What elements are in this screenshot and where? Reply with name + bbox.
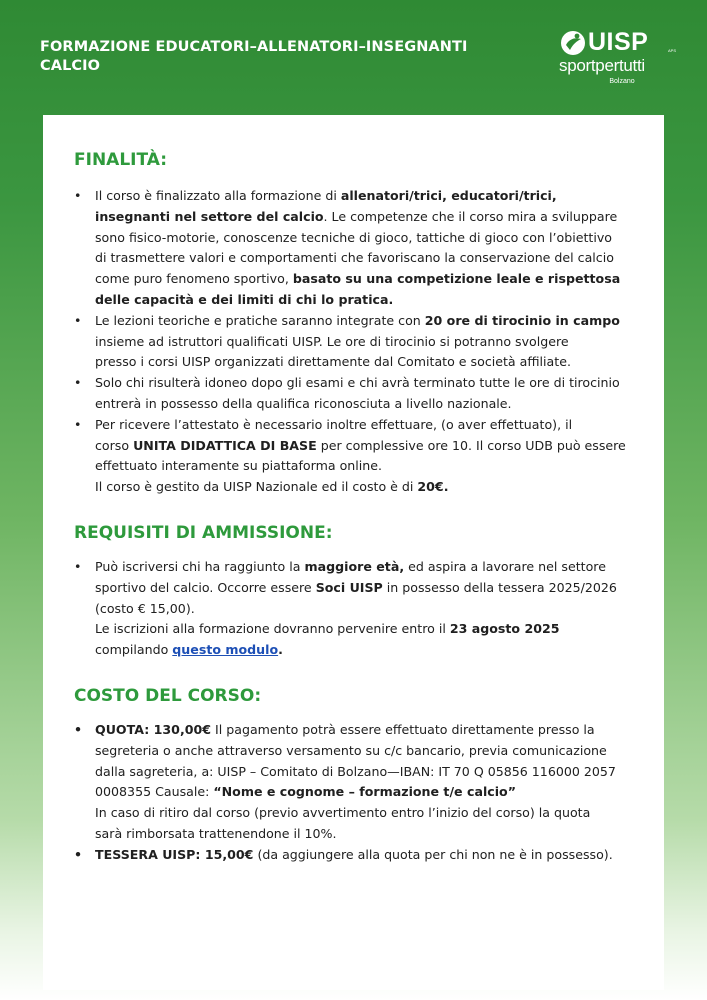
text: Per ricevere l’attestato è necessario inoltre effettuare, (o aver effettuato), il (95, 416, 573, 432)
bold-text: delle capacità e dei limiti di chi lo pratica. (95, 291, 394, 307)
text: come puro fenomeno sportivo, (95, 271, 293, 287)
bold-text: allenatori/trici, educatori/trici, (340, 188, 557, 203)
bold-text: 20 ore di tirocinio in campo (424, 312, 620, 328)
logo-brand: UISP (588, 28, 649, 56)
bullet-icon: • (74, 188, 82, 203)
text: (costo € 15,00). (95, 600, 195, 616)
text: dalla sagreteria, a: UISP – Comitato di Bolzano—IBAN: IT 70 Q 05856 116000 2057 (95, 763, 616, 779)
bold-text: UNITA DIDATTICA DI BASE (133, 437, 317, 453)
text: . (278, 642, 283, 658)
list-item (74, 415, 644, 498)
text: 0008355 Causale: (95, 784, 214, 800)
ball-runner-icon (560, 30, 586, 56)
header-title (40, 38, 467, 76)
document-content (74, 148, 644, 866)
bold-text: TESSERA UISP: 15,00€ (95, 846, 254, 862)
text: presso i corsi UISP organizzati direttamente dal Comitato e società affiliate. (95, 354, 571, 370)
bold-text: QUOTA: 130,00€ (95, 721, 212, 737)
costo-list (74, 720, 644, 866)
logo-city: Bolzano (609, 78, 635, 85)
text: (da aggiungere alla quota per chi non ne è in possesso). (253, 846, 613, 862)
bold-text: 23 agosto 2025 (449, 621, 560, 637)
requisiti-list (74, 557, 644, 661)
text: segreteria o anche attraverso versamento su c/c bancario, previa comunicazione (95, 742, 607, 758)
text: sono fisico-motorie, conoscenze tecniche di gioco, tattiche di gioco con l’obiettivo (95, 229, 612, 245)
logo-registered: APS (668, 48, 677, 53)
text: Può iscriversi chi ha raggiunto la (95, 558, 305, 574)
bold-text: basato su una competizione leale e rispettosa (292, 271, 621, 287)
section-title-requisiti: REQUISITI DI AMMISSIONE: (74, 522, 333, 543)
uisp-logo (558, 28, 678, 90)
text: per complessive ore 10. Il corso UDB può essere (316, 437, 626, 453)
bold-text: 20€. (417, 479, 449, 495)
text: In caso di ritiro dal corso (previo avvertimento entro l’inizio del corso) la quota (95, 805, 591, 821)
list-item (74, 186, 644, 311)
bold-text: Soci UISP (315, 579, 383, 595)
section-title-costo: COSTO DEL CORSO: (74, 685, 262, 706)
text: Il pagamento potrà essere effettuato direttamente presso la (211, 721, 595, 737)
text: sportivo del calcio. Occorre essere (95, 579, 316, 595)
text: . Le competenze che il corso mira a sviluppare (323, 208, 618, 224)
text: sarà rimborsata trattenendone il 10%. (95, 825, 337, 841)
text: effettuato interamente su piattaforma online. (95, 458, 382, 474)
text: entrerà in possesso della qualifica riconosciuta a livello nazionale. (95, 395, 512, 411)
text: Il corso è finalizzato alla formazione di (95, 188, 341, 203)
text: ed aspira a lavorare nel settore (404, 558, 606, 574)
text: corso (95, 437, 134, 453)
text: Il corso è gestito da UISP Nazionale ed il costo è di (95, 479, 418, 495)
bullet-icon: • (74, 721, 83, 737)
bold-text: insegnanti nel settore del calcio (95, 208, 324, 224)
bullet-icon: • (74, 416, 82, 432)
list-item (74, 845, 644, 866)
bullet-icon: • (74, 846, 83, 862)
bullet-icon: • (74, 312, 82, 328)
list-item (74, 720, 644, 845)
section-title-finalita: FINALITÀ: (74, 150, 168, 170)
header-title-line1: FORMAZIONE EDUCATORI–ALLENATORI–INSEGNANTI (40, 39, 468, 55)
finalita-list (74, 186, 644, 498)
text: Le iscrizioni alla formazione dovranno pervenire entro il (95, 621, 450, 637)
bullet-icon: • (74, 375, 82, 391)
list-item (74, 557, 644, 661)
bold-text: “Nome e cognome – formazione t/e calcio” (213, 784, 516, 800)
header-title-line2: CALCIO (40, 58, 101, 74)
logo-tagline: sportpertutti (559, 56, 645, 75)
text: insieme ad istruttori qualificati UISP. Le ore di tirocinio si potranno svolgere (95, 333, 569, 349)
text: compilando (95, 642, 173, 658)
list-item (74, 311, 644, 373)
bold-text: maggiore età, (304, 558, 405, 574)
text: di trasmettere valori e comportamenti che favoriscano la conservazione del calcio (95, 250, 614, 266)
questo-modulo-link[interactable]: questo modulo (172, 642, 279, 658)
list-item (74, 373, 644, 415)
text: Solo chi risulterà idoneo dopo gli esami e chi avrà terminato tutte le ore di tirocinio (95, 375, 620, 391)
text: in possesso della tessera 2025/2026 (382, 579, 617, 595)
bullet-icon: • (74, 558, 82, 574)
text: Le lezioni teoriche e pratiche saranno integrate con (95, 312, 425, 328)
